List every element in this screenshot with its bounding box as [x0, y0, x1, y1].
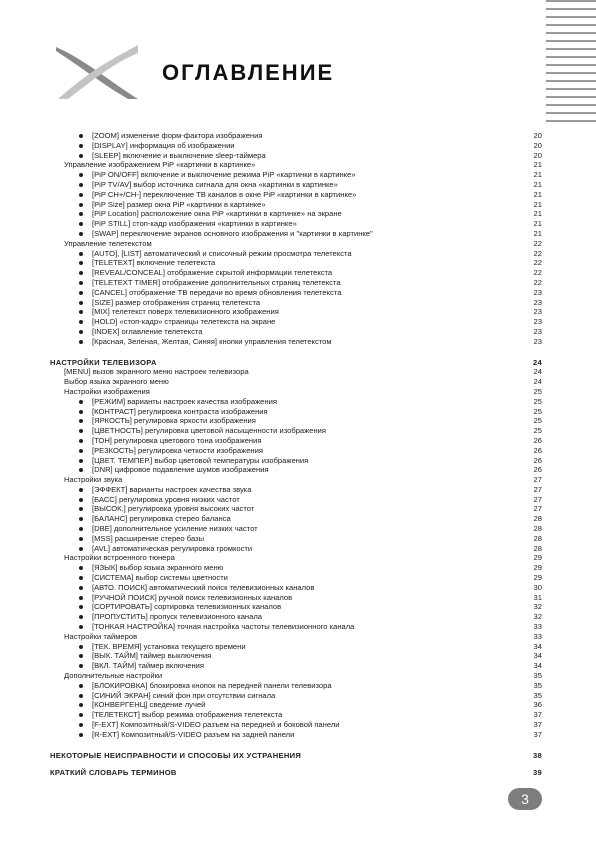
toc-page-number: 20 — [533, 140, 542, 150]
toc-entry — [50, 446, 542, 456]
toc-entry-text: [TELETEXT] включение телетекста — [92, 258, 216, 268]
toc-entry — [50, 524, 542, 534]
toc-page-number: 27 — [533, 484, 542, 494]
toc-entry — [50, 288, 542, 298]
bullet-icon — [79, 173, 83, 177]
toc-entry-text: КРАТКИЙ СЛОВАРЬ ТЕРМИНОВ — [50, 767, 177, 777]
toc-page-number: 23 — [533, 326, 542, 336]
toc-entry — [50, 200, 542, 210]
toc-entry-text: [R-EXT] Композитный/S-VIDEO разъем на задней панели — [92, 729, 295, 739]
toc-entry — [50, 327, 542, 337]
toc-entry-text: НЕКОТОРЫЕ НЕИСПРАВНОСТИ И СПОСОБЫ ИХ УСТРАНЕНИЯ — [50, 750, 302, 760]
bullet-icon — [79, 645, 83, 649]
toc-entry-text: Дополнительные настройки — [64, 671, 163, 681]
toc-entry — [50, 141, 542, 151]
bullet-icon — [79, 410, 83, 414]
toc-entry-text: [ВКЛ. ТАЙМ] таймер включения — [92, 661, 205, 671]
toc-entry-text: [СИНИЙ ЭКРАН] синий фон при отсутствии сигнала — [92, 690, 276, 700]
toc-entry — [50, 209, 542, 219]
bullet-icon — [79, 713, 83, 717]
toc-entry — [50, 298, 542, 308]
toc-page-number: 21 — [533, 189, 542, 199]
toc-page-number: 29 — [533, 563, 542, 573]
bullet-icon — [79, 488, 83, 492]
toc-entry — [50, 249, 542, 259]
bullet-icon — [79, 400, 83, 404]
bullet-icon — [79, 429, 83, 433]
bullet-icon — [79, 144, 83, 148]
toc-entry — [50, 387, 542, 397]
toc-entry — [50, 475, 542, 485]
toc-page-number: 28 — [533, 533, 542, 543]
page-title: ОГЛАВЛЕНИЕ — [162, 60, 335, 85]
toc-entry-text: НАСТРОЙКИ ТЕЛЕВИЗОРА — [50, 357, 157, 367]
bullet-icon — [79, 654, 83, 658]
bullet-icon — [79, 459, 83, 463]
toc-entry-text: [PiP Size] размер окна PiP «картинки в картинке» — [92, 199, 266, 209]
toc-page-number: 24 — [533, 377, 542, 387]
toc-entry-text: [ZOOM] изменение форм-фактора изображения — [92, 131, 263, 140]
toc-entry-text: [ТЕК. ВРЕМЯ] установка текущего времени — [92, 641, 246, 651]
toc-entry-text: [PiP STILL] стоп-кадр изображения «картинки в картинке» — [92, 219, 297, 229]
bullet-icon — [79, 684, 83, 688]
toc-entry — [50, 407, 542, 417]
toc-page-number: 27 — [533, 504, 542, 514]
bullet-icon — [79, 566, 83, 570]
bullet-icon — [79, 507, 83, 511]
bullet-icon — [79, 703, 83, 707]
toc-page-number: 31 — [533, 592, 542, 602]
toc-page-number: 23 — [533, 297, 542, 307]
toc-entry — [50, 307, 542, 317]
toc-entry-text: [ТОН] регулировка цветового тона изображения — [92, 435, 262, 445]
toc-entry-text: [РЕЗКОСТЬ] регулировка четкости изображения — [92, 445, 263, 455]
bullet-icon — [79, 203, 83, 207]
bullet-icon — [79, 694, 83, 698]
toc-page-number: 21 — [533, 160, 542, 170]
toc-entry — [50, 681, 542, 691]
toc-entry — [50, 642, 542, 652]
toc-page-number: 33 — [533, 622, 542, 632]
toc-entry — [50, 229, 542, 239]
toc-entry — [50, 397, 542, 407]
toc-entry — [50, 583, 542, 593]
page-number-badge: 3 — [508, 788, 542, 810]
toc-entry-text: [БАЛАНС] регулировка стерео баланса — [92, 514, 231, 524]
toc-entry-text: [ЦВЕТ. ТЕМПЕР.] выбор цветовой температуры изображения — [92, 455, 309, 465]
toc-entry — [50, 278, 542, 288]
toc-entry-text: Управление телетекстом — [64, 238, 152, 248]
toc-entry-text: [INDEX] оглавление телетекста — [92, 326, 203, 336]
toc-entry-text: [SIZE] размер отображения страниц телетекста — [92, 297, 261, 307]
toc-entry — [50, 504, 542, 514]
toc-entry — [50, 317, 542, 327]
toc-page-number: 25 — [533, 416, 542, 426]
toc-entry — [50, 593, 542, 603]
toc-entry — [50, 563, 542, 573]
toc-page-number: 24 — [533, 367, 542, 377]
toc-page-number: 37 — [533, 710, 542, 720]
toc-entry — [50, 495, 542, 505]
toc-page-number: 26 — [533, 455, 542, 465]
toc-entry — [50, 553, 542, 563]
toc-page-number: 36 — [533, 700, 542, 710]
toc-entry-text: [DISPLAY] информация об изображении — [92, 140, 235, 150]
toc-entry-text: [ТОНКАЯ НАСТРОЙКА] точная настройка частоты телевизионного канала — [92, 622, 355, 632]
toc-entry-text: [ВЫСОК.] регулировка уровня высоких частот — [92, 504, 255, 514]
toc-entry-text: Настройки встроенного тюнера — [64, 553, 175, 563]
toc-heading — [50, 751, 542, 761]
toc-page-number: 21 — [533, 219, 542, 229]
toc-page-number: 27 — [533, 494, 542, 504]
bullet-icon — [79, 625, 83, 629]
toc-heading — [50, 768, 542, 778]
bullet-icon — [79, 154, 83, 158]
toc-entry — [50, 180, 542, 190]
toc-page-number: 34 — [533, 661, 542, 671]
bullet-icon — [79, 212, 83, 216]
toc-entry-text: [CANCEL] отображение ТВ передачи во время обновления телетекста — [92, 287, 342, 297]
toc-page-number: 26 — [533, 445, 542, 455]
toc-entry-text: [РЕЖИМ] варианты настроек качества изображения — [92, 396, 277, 406]
bullet-icon — [79, 586, 83, 590]
toc-page-number: 22 — [533, 277, 542, 287]
toc-entry — [50, 602, 542, 612]
toc-entry — [50, 573, 542, 583]
toc-entry-text: [MENU] вызов экранного меню настроек телевизора — [64, 367, 249, 377]
toc-page-number: 29 — [533, 553, 542, 563]
toc-entry — [50, 131, 542, 141]
toc-page-number: 22 — [533, 248, 542, 258]
toc-entry-text: Настройки таймеров — [64, 631, 138, 641]
toc-entry-text: [DNR] цифровое подавление шумов изображения — [92, 465, 269, 475]
toc-entry — [50, 416, 542, 426]
toc-entry-text: [HOLD] «стоп-кадр» страницы телетекста на экране — [92, 317, 276, 327]
toc-entry-text: [DBE] дополнительное усиление низких частот — [92, 524, 258, 534]
bullet-icon — [79, 723, 83, 727]
toc-entry-text: Настройки изображения — [64, 386, 150, 396]
toc-entry — [50, 436, 542, 446]
toc-page-number: 25 — [533, 406, 542, 416]
toc-page-number: 21 — [533, 179, 542, 189]
toc-entry — [50, 612, 542, 622]
toc-entry-text: [ЭФФЕКТ] варианты настроек качества звука — [92, 484, 252, 494]
toc-page-number: 25 — [533, 386, 542, 396]
toc-entry-text: [ЯЗЫК] выбор языка экранного меню — [92, 563, 224, 573]
toc-entry — [50, 700, 542, 710]
bullet-icon — [79, 301, 83, 305]
toc-section-glossary — [50, 768, 542, 778]
bullet-icon — [79, 281, 83, 285]
toc-heading — [50, 358, 542, 368]
bullet-icon — [79, 419, 83, 423]
toc-entry — [50, 632, 542, 642]
toc-page-number: 33 — [533, 631, 542, 641]
toc-entry-text: [MSS] расширение стерео базы — [92, 533, 205, 543]
toc-entry — [50, 691, 542, 701]
bullet-icon — [79, 733, 83, 737]
toc-entry-text: Выбор языка экранного меню — [64, 377, 169, 387]
toc-page-number: 27 — [533, 475, 542, 485]
bullet-icon — [79, 252, 83, 256]
toc-entry — [50, 151, 542, 161]
toc-entry — [50, 622, 542, 632]
toc-entry-text: [AVL] автоматическая регулировка громкости — [92, 543, 253, 553]
toc-page-number: 20 — [533, 150, 542, 160]
toc-entry-text: [PiP ON/OFF] включение и выключение режима PiP «картинки в картинке» — [92, 170, 356, 180]
bullet-icon — [79, 605, 83, 609]
bullet-icon — [79, 310, 83, 314]
bullet-icon — [79, 330, 83, 334]
toc-entry — [50, 268, 542, 278]
bullet-icon — [79, 664, 83, 668]
toc-page-number: 34 — [533, 641, 542, 651]
bullet-icon — [79, 615, 83, 619]
bullet-icon — [79, 193, 83, 197]
bullet-icon — [79, 468, 83, 472]
toc-page-number: 38 — [532, 750, 542, 760]
toc-entry-text: [КОНВЕРГЕНЦ] сведение лучей — [92, 700, 206, 710]
decorative-stripes — [546, 0, 596, 130]
toc-entry-text: [TELETEXT TIMER] отображение дополнительных страниц телетекста — [92, 277, 341, 287]
toc-entry-text: [PiP CH+/CH-] переключение ТВ каналов в окне PiP «картинки в картинке» — [92, 189, 357, 199]
toc-page-number: 35 — [533, 690, 542, 700]
toc-entry-text: [F-EXT] Композитный/S-VIDEO разъем на передней и боковой панели — [92, 720, 340, 730]
toc-entry-text: [Красная, Зеленая, Желтая, Синяя] кнопки управления телетекстом — [92, 336, 332, 346]
toc-entry — [50, 377, 542, 387]
toc-entry — [50, 710, 542, 720]
toc-page-number: 24 — [532, 357, 542, 367]
toc-page-number: 25 — [533, 396, 542, 406]
toc-entry — [50, 239, 542, 249]
toc-entry — [50, 544, 542, 554]
toc-entry — [50, 337, 542, 347]
toc-entry-text: [REVEAL/CONCEAL] отображение скрытой информации телетекста — [92, 268, 333, 278]
toc-entry — [50, 219, 542, 229]
bullet-icon — [79, 449, 83, 453]
toc-entry — [50, 730, 542, 740]
toc-entry-text: [PiP TV/AV] выбор источника сигнала для окна «картинки в картинке» — [92, 179, 338, 189]
bullet-icon — [79, 576, 83, 580]
bullet-icon — [79, 134, 83, 138]
toc-section-troubleshooting — [50, 751, 542, 761]
toc-entry — [50, 534, 542, 544]
toc-entry-text: [РУЧНОЙ ПОИСК] ручной поиск телевизионных каналов — [92, 592, 293, 602]
toc-entry — [50, 367, 542, 377]
toc-entry — [50, 485, 542, 495]
toc-entry — [50, 465, 542, 475]
bullet-icon — [79, 596, 83, 600]
toc-entry-text: [ЯРКОСТЬ] регулировка яркости изображения — [92, 416, 256, 426]
toc-entry — [50, 661, 542, 671]
toc-page-number: 29 — [533, 573, 542, 583]
bullet-icon — [79, 498, 83, 502]
bullet-icon — [79, 527, 83, 531]
toc-page-number: 34 — [533, 651, 542, 661]
toc-page-number: 23 — [533, 317, 542, 327]
bullet-icon — [79, 517, 83, 521]
toc-entry-text: [AUTO], [LIST] автоматический и списочный режим просмотра телетекста — [92, 248, 352, 258]
toc-entry-text: [БЛОКИРОВКА] блокировка кнопок на передней панели телевизора — [92, 680, 332, 690]
toc-entry — [50, 514, 542, 524]
bullet-icon — [79, 232, 83, 236]
bullet-icon — [79, 537, 83, 541]
toc-entry-text: [КОНТРАСТ] регулировка контраста изображения — [92, 406, 268, 416]
toc-page-number: 28 — [533, 524, 542, 534]
toc-entry-text: [СОРТИРОВАТЬ] сортировка телевизионных каналов — [92, 602, 282, 612]
toc-entry-text: [ВЫК. ТАЙМ] таймер выключения — [92, 651, 212, 661]
table-of-contents — [50, 131, 542, 778]
bullet-icon — [79, 222, 83, 226]
toc-page-number: 22 — [533, 238, 542, 248]
toc-entry-text: [SWAP] переключение экранов основного изображения и "картинки в картинке" — [92, 228, 373, 238]
toc-entry-text: [ТЕЛЕТЕКСТ] выбор режима отображения телетекста — [92, 710, 283, 720]
toc-entry-text: [АВТО. ПОИСК] автоматический поиск телевизионных каналов — [92, 582, 315, 592]
toc-entry — [50, 671, 542, 681]
toc-entry — [50, 170, 542, 180]
bullet-icon — [79, 320, 83, 324]
toc-entry — [50, 190, 542, 200]
toc-section-picture — [50, 131, 542, 347]
toc-page-number: 35 — [533, 680, 542, 690]
toc-page-number: 35 — [533, 671, 542, 681]
toc-entry-text: Управление изображением PiP «картинки в картинке» — [64, 160, 256, 170]
toc-entry-text: [SLEEP] включение и выключение sleep-таймера — [92, 150, 266, 160]
toc-entry — [50, 258, 542, 268]
toc-page-number: 32 — [533, 602, 542, 612]
toc-entry — [50, 426, 542, 436]
toc-page-number: 23 — [533, 307, 542, 317]
toc-page-number: 23 — [533, 336, 542, 346]
bullet-icon — [79, 271, 83, 275]
toc-entry-text: [MIX] телетекст поверх телевизионного изображения — [92, 307, 279, 317]
toc-entry — [50, 456, 542, 466]
bullet-icon — [79, 183, 83, 187]
toc-entry-text: [PiP Location] расположение окна PiP «картинки в картинке» на экране — [92, 209, 342, 219]
toc-page-number: 21 — [533, 228, 542, 238]
toc-entry — [50, 651, 542, 661]
toc-page-number: 30 — [533, 582, 542, 592]
brand-x-logo-icon — [54, 45, 140, 101]
toc-page-number: 25 — [533, 426, 542, 436]
bullet-icon — [79, 291, 83, 295]
toc-page-number: 32 — [533, 612, 542, 622]
toc-page-number: 39 — [532, 767, 542, 777]
toc-page-number: 22 — [533, 258, 542, 268]
toc-page-number: 26 — [533, 435, 542, 445]
toc-page-number: 21 — [533, 209, 542, 219]
toc-entry-text: [СИСТЕМА] выбор системы цветности — [92, 573, 228, 583]
toc-page-number: 28 — [533, 543, 542, 553]
toc-page-number: 20 — [533, 131, 542, 140]
toc-section-tv-settings — [50, 358, 542, 740]
toc-page-number: 21 — [533, 170, 542, 180]
bullet-icon — [79, 261, 83, 265]
toc-page-number: 37 — [533, 720, 542, 730]
bullet-icon — [79, 439, 83, 443]
bullet-icon — [79, 340, 83, 344]
toc-entry-text: [БАСС] регулировка уровня низких частот — [92, 494, 240, 504]
toc-entry-text: [ЦВЕТНОСТЬ] регулировка цветовой насыщенности изображения — [92, 426, 326, 436]
toc-page-number: 23 — [533, 287, 542, 297]
toc-entry-text: [ПРОПУСТИТЬ] пропуск телевизионного канала — [92, 612, 263, 622]
toc-page-number: 22 — [533, 268, 542, 278]
toc-entry-text: Настройки звука — [64, 475, 123, 485]
toc-page-number: 21 — [533, 199, 542, 209]
toc-page-number: 28 — [533, 514, 542, 524]
toc-entry — [50, 160, 542, 170]
toc-entry — [50, 720, 542, 730]
bullet-icon — [79, 547, 83, 551]
toc-page-number: 26 — [533, 465, 542, 475]
toc-page-number: 37 — [533, 729, 542, 739]
